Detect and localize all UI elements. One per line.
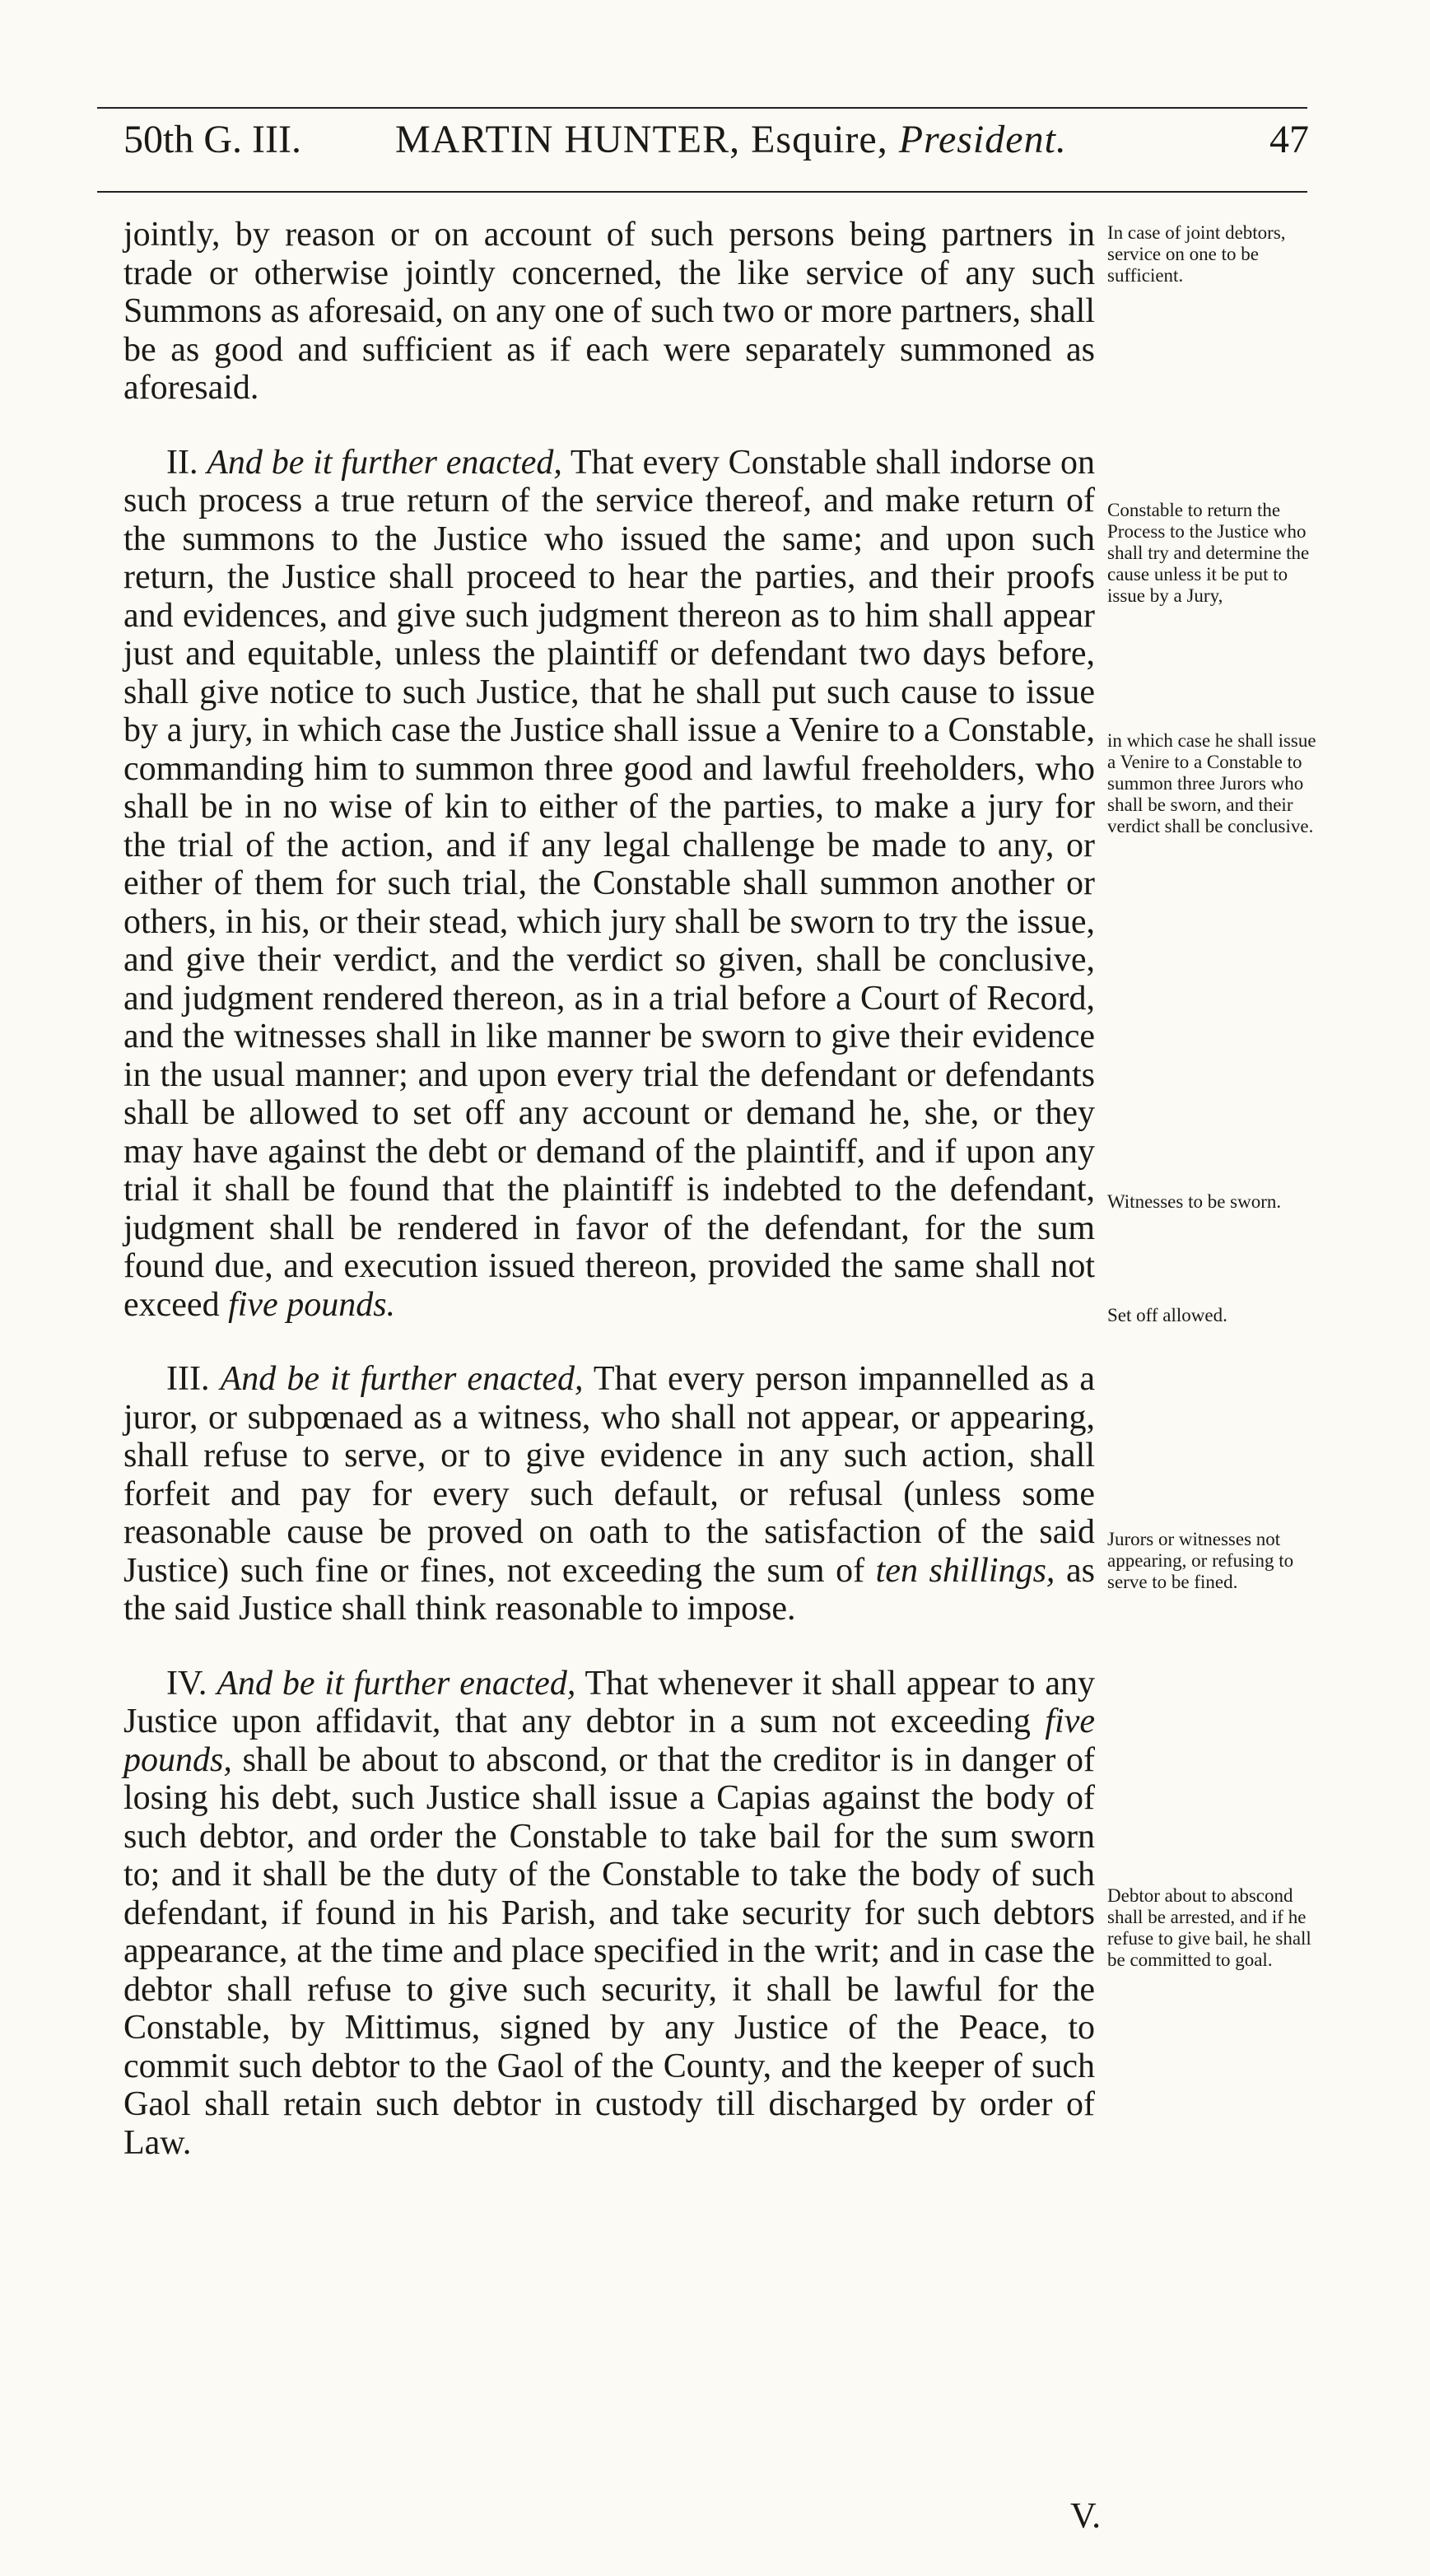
margin-note-jurors: Jurors or witnesses not appearing, or refusing to serve to be fined.	[1107, 1529, 1294, 1592]
section-iv	[123, 1665, 1095, 2163]
section-ii-enacting: And be it further enacted,	[207, 443, 562, 482]
section-ii	[123, 444, 1095, 1325]
section-iv-amount: five pounds,	[123, 1703, 1096, 1779]
section-iii-amount: ten shillings,	[875, 1551, 1055, 1590]
section-ii-number: II.	[166, 443, 198, 482]
header-rule-top	[97, 107, 1307, 109]
paragraph-continuation: jointly, by reason or on account of such persons being partners in trade or otherwise jointly concerned, the like service of any such Summons as aforesaid, on any one of such two or more partners, shall be as good and sufficient as if each were separately summoned as aforesaid.	[123, 216, 1095, 407]
margin-note-joint-debtors: In case of joint debtors, service on one to be sufficient.	[1107, 222, 1286, 286]
margin-note-debtor: Debtor about to abscond shall be arrested, and if he refuse to give bail, he shall be committed to goal.	[1107, 1885, 1311, 1970]
section-iii-enacting: And be it further enacted,	[220, 1360, 584, 1398]
header-title-italic: President.	[898, 118, 1067, 161]
header-rule-bottom	[97, 191, 1307, 193]
section-iii-text-a: That every person impannelled as a juror, or subpœnaed as a witness, who shall not appear, or appearing, shall refuse to serve, or to give evidence in any such action, shall forfeit and pay for every such default, or refusal (unless some reasonable cause be proved on oath to the satisfaction of the said Justice) such fine or fines, not exceeding the sum of	[123, 1360, 1095, 1590]
catchword: V.	[1070, 2495, 1102, 2536]
regnal-year: 50th G. III.	[123, 118, 301, 161]
section-iv-enacting: And be it further enacted,	[217, 1664, 576, 1703]
margin-note-witnesses: Witnesses to be sworn.	[1107, 1191, 1282, 1212]
margin-note-venire: in which case he shall issue a Venire to a Constable to summon three Jurors who shall be sworn, and their verdict shall be conclusive.	[1107, 730, 1316, 836]
section-iv-text-b: shall be about to abscond, or that the creditor is in danger of losing his debt, such Justice shall issue a Capias against the body of such debtor, and order the Constable to take bail for the sum sworn to; and it shall be the duty of the Constable to take the body of such defendant, if found in his Parish, and take security for such debtors appearance, at the time and place specified in the writ; and in case the debtor shall refuse to give such security, it shall be lawful for the Constable, by Mittimus, signed by any Justice of the Peace, to commit such debtor to the Gaol of the County, and the keeper of such Gaol shall retain such debtor in custody till discharged by order of Law.	[123, 1740, 1095, 2162]
section-iii-number: III.	[166, 1360, 210, 1398]
section-iii-text-b: as the said Justice shall think reasonable to impose.	[123, 1551, 1095, 1628]
section-ii-text: That every Constable shall indorse on such process a true return of the service thereof, and make return of the summons to the Justice who issued the same; and upon such return, the Justice shall proceed to hear the parties, and their proofs and evidences, and give such judgment thereon as to him shall appear just and equitable, unless the plaintiff or defendant two days before, shall give notice to such Justice, that he shall put such cause to issue by a jury, in which case the Justice shall issue a Venire to a Constable, commanding him to summon three good and lawful freeholders, who shall be in no wise of kin to either of the parties, to make a jury for the trial of the action, and if any legal challenge be made to any, or either of them for such trial, the Constable shall summon another or others, in his, or their stead, which jury shall be sworn to try the issue, and give their verdict, and the verdict so given, shall be conclusive, and judgment rendered thereon, as in a trial before a Court of Record, and the witnesses shall in like manner be sworn to give their evidence in the usual manner; and upon every trial the defendant or defendants shall be allowed to set off any account or demand he, she, or they may have against the debt or demand of the plaintiff, and if upon any trial it shall be found that the plaintiff is indebted to the defendant, judgment shall be rendered in favor of the defendant, for the sum found due, and execution issued thereon, provided the same shall not exceed	[123, 443, 1095, 1324]
header-title	[395, 117, 1067, 162]
section-ii-end: five pounds.	[228, 1285, 396, 1324]
header-title-text: MARTIN HUNTER, Esquire,	[395, 118, 888, 161]
running-header	[123, 117, 1309, 175]
section-iii	[123, 1360, 1095, 1628]
page-number: 47	[1269, 118, 1309, 161]
margin-note-constable-return: Constable to return the Process to the Justice who shall try and determine the cause unless it be put to issue by a Jury,	[1107, 500, 1310, 606]
section-iv-number: IV.	[166, 1664, 207, 1703]
section-iv-text-a: That whenever it shall appear to any Justice upon affidavit, that any debtor in a sum not exceeding	[123, 1664, 1095, 1740]
main-text	[123, 216, 1095, 2162]
margin-note-set-off: Set off allowed.	[1107, 1305, 1227, 1325]
